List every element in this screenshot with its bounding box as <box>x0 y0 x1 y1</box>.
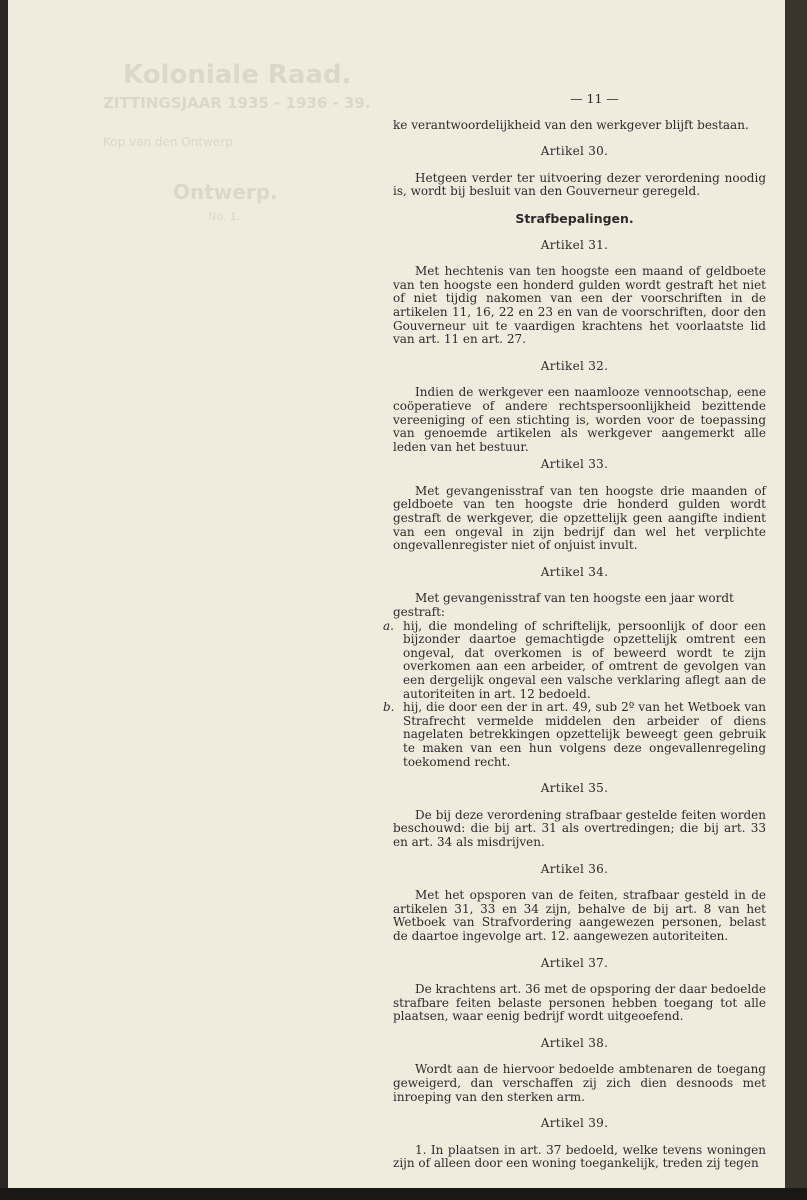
item-text: hij, die mondeling of schriftelijk, persoonlijk of door een bijzonder daartoe gemachtigde opzettelijk omtrent een ongeval, dat overkomen is of beweerd wordt te zijn overkomen aan een arbeider, of omtrent de gevolgen van een dergelijk ongeval een valsche verklaring aflegt aan de autoriteiten in art. 12 bedoeld. <box>403 618 766 701</box>
article-31-heading: Artikel 31. <box>540 237 609 252</box>
page-number: — 11 — <box>570 91 619 106</box>
list-item <box>383 620 766 702</box>
ghost-title: Koloniale Raad. <box>123 60 352 90</box>
article-30-heading: Artikel 30. <box>540 144 609 159</box>
document-page <box>8 0 785 1188</box>
ghost-small: Kop van den Ontwerp <box>103 135 233 149</box>
item-text: hij, die door een der in art. 49, sub 2º van het Wetboek van Strafrecht vermelde middelen den arbeider of diens nagelaten betrekkingen opzettelijk beweegt geen gebruik te maken van een hun volgens deze ongevallenregeling toekomend recht. <box>403 700 766 769</box>
scan-edge <box>785 0 807 1200</box>
article-38-text: Wordt aan de hiervoor bedoelde ambtenaren de toegang geweigerd, dan verschaffen zij zich dien desnoods met inroeping van den sterken arm. <box>393 1062 766 1104</box>
article-31-text: Met hechtenis van ten hoogste een maand of geldboete van ten hoogste een honderd gulden wordt gestraft het niet of niet tijdig nakomen van een der voorschriften in de artikelen 11, 16, 22 en 23 en van de voorschriften, door den Gouverneur uit te vaardigen krachtens het voorlaatste lid van art. 11 en art. 27. <box>393 264 766 347</box>
ghost-number: No. 1. <box>208 210 241 223</box>
article-39-text: 1. In plaatsen in art. 37 bedoeld, welke tevens woningen zijn of alleen door een woning toegankelijk, treden zij tegen <box>393 1142 766 1171</box>
continued-paragraph: ke verantwoordelijkheid van den werkgever blijft bestaan. <box>393 117 749 132</box>
article-38-heading: Artikel 38. <box>540 1035 609 1050</box>
article-34-heading: Artikel 34. <box>540 564 609 579</box>
article-33-text: Met gevangenisstraf van ten hoogste drie maanden of geldboete van ten hoogste drie honderd gulden wordt gestraft de werkgever, die opzettelijk geen aangifte indient van een ongeval in zijn bedrijf dan wel het verplichte ongevallenregister niet of onjuist invult. <box>393 483 766 553</box>
article-35-heading: Artikel 35. <box>540 781 609 796</box>
text-column <box>383 92 766 1184</box>
article-34-intro: Met gevangenisstraf van ten hoogste een jaar wordt gestraft: <box>393 591 734 620</box>
bleed-through-text <box>103 60 403 223</box>
article-34-list <box>383 592 766 769</box>
item-label: a. <box>383 618 394 633</box>
article-33-heading: Artikel 33. <box>540 457 609 472</box>
article-37-text: De krachtens art. 36 met de opsporing der daar bedoelde strafbare feiten belaste personen hebben toegang tot alle plaatsen, waar eenig bedrijf wordt uitgeoefend. <box>393 982 766 1024</box>
item-label: b. <box>383 700 395 715</box>
section-heading: Strafbepalingen. <box>515 210 634 226</box>
article-36-text: Met het opsporen van de feiten, strafbaar gesteld in de artikelen 31, 33 en 34 zijn, behalve de bij art. 8 van het Wetboek van Strafvordering aangewezen personen, belast de daartoe ingevolge art. 12. aangewezen autoriteiten. <box>393 888 766 943</box>
article-36-heading: Artikel 36. <box>540 861 609 876</box>
article-30-text: Hetgeen verder ter uitvoering dezer verordening noodig is, wordt bij besluit van den Gouverneur geregeld. <box>393 170 766 199</box>
ghost-heading: Ontwerp. <box>173 180 278 204</box>
ghost-subtitle: ZITTINGSJAAR 1935 - 1936 - 39. <box>103 94 371 112</box>
article-39-heading: Artikel 39. <box>540 1116 609 1131</box>
article-32-text: Indien de werkgever een naamlooze vennootschap, eene coöperatieve of andere rechtspersoonlijkheid bezittende vereeniging of een stichting is, worden voor de toepassing van genoemde artikelen als werkgever aangemerkt alle leden van het bestuur. <box>393 385 766 454</box>
list-item <box>383 701 766 769</box>
scan-bottom-edge <box>0 1188 807 1200</box>
article-32-heading: Artikel 32. <box>540 358 609 373</box>
article-37-heading: Artikel 37. <box>540 955 609 970</box>
article-35-text: De bij deze verordening strafbaar gestelde feiten worden beschouwd: die bij art. 31 als overtredingen; die bij art. 33 en art. 34 als misdrijven. <box>393 807 766 849</box>
